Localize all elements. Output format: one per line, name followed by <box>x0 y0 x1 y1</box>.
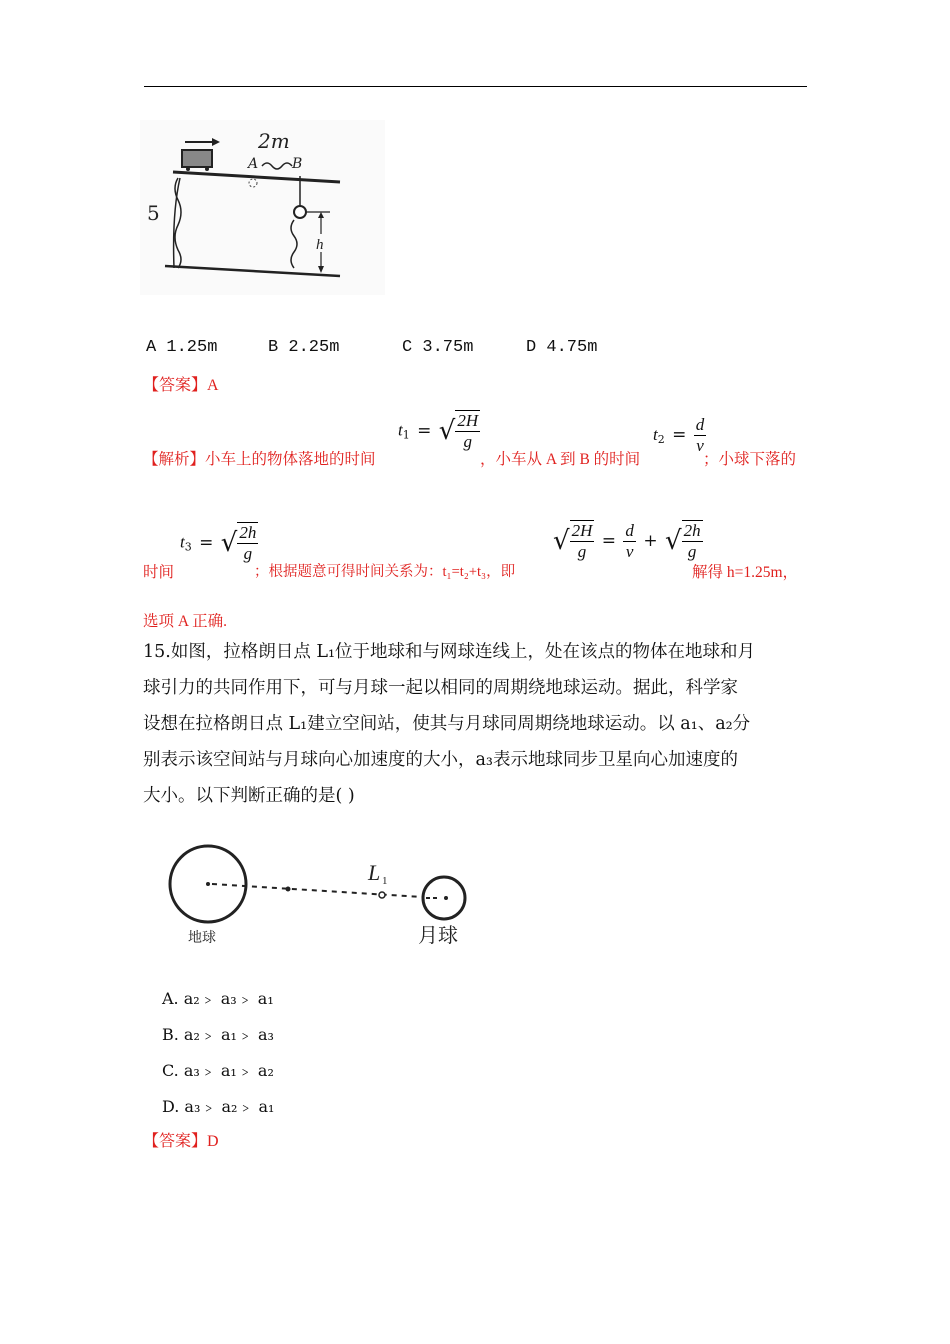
l1-label-sub: 1 <box>382 875 388 887</box>
label-a: A <box>248 156 259 172</box>
analysis-prefix: 【解析】小车上的物体落地的时间 <box>143 451 376 468</box>
analysis-result: 解得 h=1.25m， <box>692 564 799 581</box>
ball <box>294 206 306 218</box>
l1-label: L <box>368 860 381 885</box>
analysis-line3: 选项 A 正确. <box>143 613 227 630</box>
cart <box>182 150 212 167</box>
q15-line-3: 设想在拉格朗日点 L₁建立空间站，使其与月球同周期绕地球运动。以 a₁、a₂分 <box>143 714 751 734</box>
moon-label: 月球 <box>418 923 458 947</box>
answer-q15: 【答案】D <box>143 1133 219 1150</box>
cart-ball-figure <box>140 120 385 295</box>
analysis-mid2: ；小球下落的 <box>703 451 797 468</box>
analysis-mid3: ；根据题意可得时间关系为：t₁=t₂+t₃，即 <box>254 564 516 580</box>
label-b: B <box>292 156 303 172</box>
q15-option-a: A. a₂﹥ a₃﹥ a₁ <box>162 989 274 1008</box>
analysis-line2-prefix: 时间 <box>143 564 175 581</box>
earth-moon-figure <box>160 842 490 952</box>
q15-line-2: 球引力的共同作用下，可与月球一起以相同的周期绕地球运动。据此，科学家 <box>143 678 738 698</box>
label-h: h <box>316 237 324 253</box>
question-15 <box>143 634 813 814</box>
analysis-mid1: ，小车从 A 到 B 的时间 <box>480 451 641 468</box>
q15-option-c: C. a₃﹥ a₁﹥ a₂ <box>162 1061 274 1080</box>
formula-equation: √ $\frac{2H}{g}$ = $\frac{d}{v}$ + √ $\frac{2h}{g}$ <box>553 520 701 561</box>
l1-point <box>379 892 385 898</box>
option-b: B 2.25m <box>268 338 340 357</box>
option-a: A 1.25m <box>146 338 218 357</box>
option-c: C 3.75m <box>402 338 474 357</box>
earth-label: 地球 <box>188 930 216 946</box>
formula-t1: $t_1$ = √ $\frac{2H}{g}$ <box>398 411 479 451</box>
q15-option-d: D. a₃﹥ a₂﹥ a₁ <box>162 1097 275 1116</box>
label-2m: 2m <box>258 129 290 153</box>
formula-t3: $t_3$ = √ $\frac{2h}{g}$ <box>180 523 257 563</box>
answer-q14: 【答案】A <box>143 377 219 394</box>
label-5: 5 <box>147 201 160 225</box>
q15-line-5: 大小。以下判断正确的是( ) <box>143 786 355 806</box>
q15-option-b: B. a₂﹥ a₁﹥ a₃ <box>162 1025 274 1044</box>
option-d: D 4.75m <box>526 338 598 357</box>
q15-line-4: 别表示该空间站与月球向心加速度的大小，a₃表示地球同步卫星向心加速度的 <box>143 750 738 770</box>
q15-line-1: 15.如图，拉格朗日点 L₁位于地球和与网球连线上，处在该点的物体在地球和月 <box>143 642 756 662</box>
formula-t2: $t_2$ = $\frac{d}{v}$ <box>653 415 705 455</box>
header-rule <box>144 86 807 87</box>
